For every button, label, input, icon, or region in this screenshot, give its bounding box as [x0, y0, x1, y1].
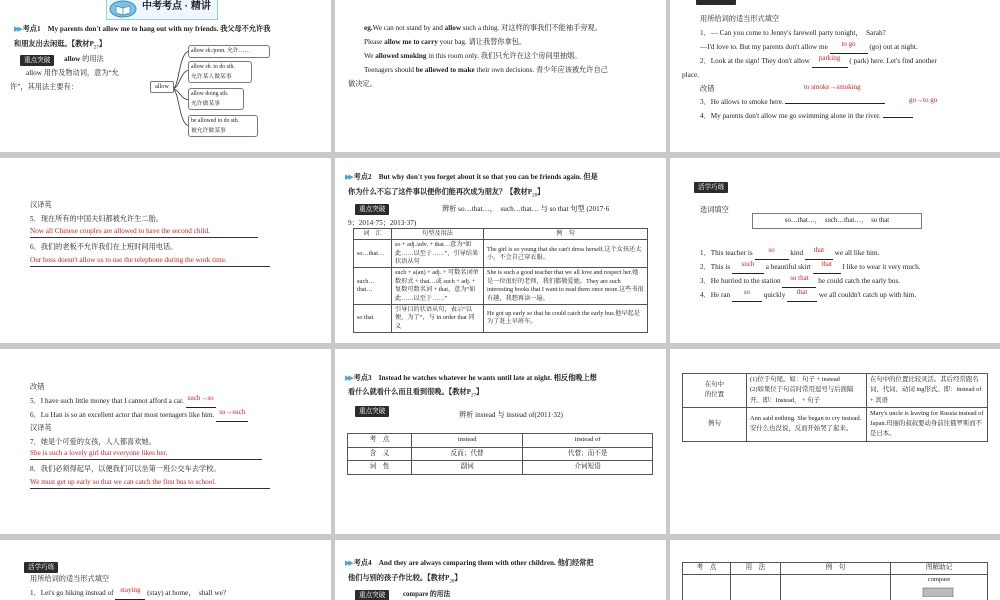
question-1b: —I'd love to. But my parents don't allow me to go (go) out at night.	[700, 42, 918, 54]
comparison-table	[353, 228, 648, 333]
example-line: eg.We can not stand by and allow such a thing. 对这样的事我们不能袖手旁观。	[364, 24, 602, 32]
table-row	[683, 574, 988, 600]
table-row: such…that… such + a(an) + adj. + 可数名词单数形式 + that…或 such + adj. + 复数可数名词 + that，意为“如此……以至于……” She is such a good teacher that we all love and respect her.她是一位很好的老师，我们都敬爱她。They are such interesting books that I want to read them once more.这些书很有趣，我想再读一遍。	[354, 268, 648, 304]
key-point-tag: 重点突破	[355, 406, 389, 417]
exercise-intro: 用所给词的适当形式填空	[30, 575, 110, 583]
illustration-label: compare	[927, 575, 951, 583]
fix-label: 改错	[700, 85, 715, 93]
topic-title-line2: 你为什么不忘了这件事以便你们能再次成为朋友？【教材$P_{28}$】	[348, 188, 545, 199]
answer: that	[796, 288, 808, 296]
banner-title: 中考考点 · 精讲	[142, 1, 211, 12]
question-6: 6．我们的老板不允许我们在上班时间用电话。	[30, 243, 178, 251]
question-5: 5．现在所有的中国夫妇都被允许生二胎。	[30, 215, 163, 223]
example-line: Teenagers should be allowed to make their own decisions. 青少年应该被允许自己	[364, 66, 608, 74]
table-header: instead of	[523, 434, 653, 448]
book-icon	[108, 0, 138, 18]
triangle-arrow-icon: ▶▶	[345, 374, 352, 382]
slide-3[interactable]	[670, 0, 1000, 152]
answer: She is such a lovely girl that everyone likes her.	[30, 448, 262, 460]
translate-label: 汉译英	[30, 201, 52, 209]
question-1: 1．This teacher is so kind that we all like him.	[700, 248, 879, 260]
slide-8[interactable]	[335, 349, 666, 534]
question-2-cont: place.	[682, 71, 699, 79]
table-header: 用 法	[731, 563, 781, 575]
triangle-arrow-icon: ▶▶	[345, 559, 352, 567]
topic-title-line2: 他们与别的孩子作比较。【教材$P_{28}$】	[348, 574, 462, 585]
table-header: 图解助记	[891, 563, 988, 575]
mindmap-center: allow	[150, 81, 174, 93]
table-row: so that 引导目的状语从句，表示“以便，为了”，与 in order that 同义 He got up early so that he could catch the early bus.他早起是为了赶上早班车。	[354, 304, 648, 332]
body-line-2: 许”，其用法主要有：	[10, 83, 78, 91]
example-line: Please allow me to carry your bag. 请让我替你拿包。	[364, 38, 527, 46]
word-bank: so…that…， such…that…， so that	[752, 213, 922, 229]
question-3: 3．He hurried to the station so that he could catch the early bus.	[700, 276, 900, 288]
slide-5[interactable]	[335, 158, 666, 343]
table-header: 词 汇	[354, 229, 392, 240]
answer: Our boss doesn't allow us to use the telephone during the work time.	[30, 255, 270, 267]
table-row: 在句中 的位置 (1)位于句尾。如：句子 + instead (2)如果位于句首时常用逗号与后面隔开。即：Instead， + 句子 在句中的位置比较灵活。其后经常跟名词、代词、动词 ing形式。即：instead of + 宾语	[683, 374, 988, 408]
compare-illustration-icon	[919, 585, 959, 597]
topic-title-line2: 看什么就看什么而且看到很晚。【教材$P_{27}$】	[348, 388, 484, 399]
question-6: 6．Lu Han is so an excellent actor that most teenagers like him. so→such	[30, 410, 248, 422]
key-point-tag: 重点突破	[20, 55, 54, 66]
exercise-tag	[696, 0, 736, 5]
question-4: 4．He ran so quickly that we all couldn't catch up with him.	[700, 290, 916, 302]
answer: so	[768, 246, 775, 254]
answer: such→so	[187, 394, 214, 402]
slide-7[interactable]	[0, 349, 331, 534]
mindmap-branch: allow doing sth. 允许做某事	[188, 88, 244, 110]
answer: go→to go	[909, 96, 938, 104]
answer: staying	[120, 586, 141, 594]
key-point-text: compare 的用法	[403, 591, 451, 598]
answer: that	[821, 260, 832, 268]
table-row: 含 义 反而；代替 代替；而不是	[348, 447, 653, 461]
comparison-table	[682, 373, 988, 442]
key-point-tag: 重点突破	[355, 590, 389, 600]
answer: to go	[841, 40, 856, 48]
question-2: 2．This is such a beautiful skirt that I like to wear it very much.	[700, 262, 921, 274]
answer: We must get up early so that we can catch the first bus to school.	[30, 477, 270, 489]
key-point-text-2: 9；2014·75；2013·37)	[348, 219, 417, 227]
slide-6[interactable]	[670, 158, 1000, 343]
slide-9[interactable]	[670, 349, 1000, 534]
question-1: 1．Let's go hiking instead of staying (stay) at home， shall we?	[30, 588, 226, 600]
answer: parking	[818, 54, 841, 62]
translate-label: 汉译英	[30, 424, 52, 432]
slide-10[interactable]	[0, 540, 331, 600]
table-header: instead	[412, 434, 523, 448]
topic-title: ▶▶ 考点2 But why don't you forget about it so that you can be friends again. 但是	[345, 173, 598, 181]
key-point-text: 辨析 so…that…， such…that… 与 so that 句型 (2017·6	[442, 205, 610, 213]
triangle-arrow-icon: ▶▶	[345, 173, 352, 181]
topic-title: ▶▶ 考点3 Instead he watches whatever he wants until late at night. 相反他晚上想	[345, 374, 597, 382]
table-row: 例句 Ann said nothing. She began to cry instead.安什么也没说，反而开始哭了起来。 Mary's uncle is leaving for Russia instead of Japan.玛丽的叔叔要动身前往俄罗斯而不是日本。	[683, 407, 988, 441]
slide-11[interactable]	[335, 540, 666, 600]
key-point-tag: 重点突破	[355, 204, 389, 215]
question-4: 4．My parents don't allow me go swimming alone in the river.	[700, 111, 913, 122]
example-line: We allowed smoking in this room only. 我们只允许在这个房间里抽烟。	[364, 52, 582, 60]
table-header: 例 句	[781, 563, 891, 575]
topic-title: ▶▶ 考点1 My parents don't allow me to hang out with my friends. 我父母不允许我	[14, 25, 271, 33]
compare-table	[682, 562, 988, 600]
answer: that	[813, 246, 825, 254]
triangle-arrow-icon: ▶▶	[14, 25, 21, 33]
table-header: 考 点	[683, 563, 731, 575]
fix-label: 改错	[30, 383, 45, 391]
slide-12[interactable]	[670, 540, 1000, 600]
topic-title: ▶▶ 考点4 And they are always comparing them with other children. 他们经常把	[345, 559, 594, 567]
answer: Now all Chinese couples are allowed to have the second child.	[30, 226, 258, 238]
table-header: 考 点	[348, 434, 412, 448]
slide-2[interactable]	[335, 0, 666, 152]
key-point-text: 辨析 instead 与 instead of(2011·32)	[459, 411, 563, 419]
slide-4[interactable]	[0, 158, 331, 343]
practice-tag: 活学巧练	[24, 562, 58, 573]
table-row: so…that… so + adj./adv. + that…意为“如此……以至于……”，引导结果状语从句 The girl is so young that she can't dress herself.这个女孩还太小，不会自己穿衣服。	[354, 240, 648, 268]
answer: to smoke→smoking	[804, 83, 861, 91]
answer: so	[743, 288, 751, 296]
mindmap-branch: allow sb./pron. 允许……	[188, 45, 270, 58]
question-1a: 1．— Can you come to Jenny's farewell party tonight， Sarah?	[700, 29, 886, 37]
mindmap-branch: be allowed to do sth. 被允许做某事	[188, 115, 258, 137]
table-header: 句型及用法	[392, 229, 484, 240]
key-point-text: allow 的用法	[64, 55, 104, 63]
mindmap-branch: allow sb. to do sth. 允许某人做某事	[188, 61, 252, 83]
table-row: 词 性 副词 介词短语	[348, 461, 653, 475]
example-line: 做决定。	[348, 80, 377, 88]
practice-tag: 活学巧练	[694, 182, 728, 193]
slide-1[interactable]	[0, 0, 331, 152]
table-header: 例 句	[484, 229, 648, 240]
topic-title-line2: 和朋友出去闲逛。【教材$P_{27}$】	[14, 40, 107, 51]
exercise-intro: 选词填空	[700, 206, 729, 214]
question-8: 8．我们必须得起早，以便我们可以坐第一班公交车去学校。	[30, 465, 221, 473]
exercise-intro: 用所给词的适当形式填空	[700, 15, 780, 23]
answer: so that	[790, 274, 809, 282]
comparison-table	[347, 433, 653, 475]
question-7: 7．她是个可爱的女孩，人人都喜欢她。	[30, 438, 156, 446]
question-5: 5．I have such little money that I cannot afford a car. such→so	[30, 396, 216, 408]
question-3: 3．He allows to smoke here.	[700, 97, 885, 108]
answer: such	[741, 260, 755, 268]
body-line-1: allow 用作及物动词，意为“允	[26, 69, 119, 77]
answer: so→such	[219, 408, 246, 416]
question-2: 2．Look at the sign! They don't allow parking ( park) here. Let's find another	[700, 56, 996, 68]
